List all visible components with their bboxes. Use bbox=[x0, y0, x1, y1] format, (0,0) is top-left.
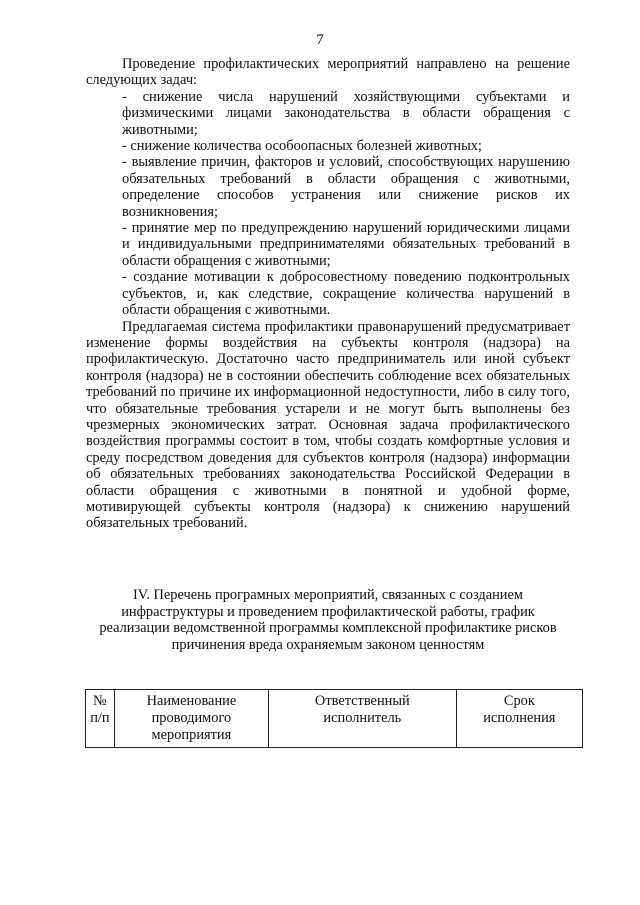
programme-table bbox=[85, 689, 583, 748]
header-line: мероприятия bbox=[151, 727, 232, 743]
header-cell-responsible bbox=[268, 690, 456, 748]
header-line: Наименование bbox=[146, 693, 237, 709]
section-heading-line: причинения вреда охраняемым законом ценностям bbox=[171, 636, 485, 653]
header-cell-term bbox=[456, 690, 582, 748]
task-item: - принятие мер по предупреждению нарушений юридическими лицами и индивидуальными предпринимателями обязательных требований в области обращения с животными; bbox=[122, 220, 570, 269]
header-line: Срок bbox=[503, 693, 535, 709]
section-heading-line: IV. Перечень програмных мероприятий, связанных с созданием bbox=[133, 587, 523, 603]
task-item: - снижение количества особоопасных болезней животных; bbox=[122, 138, 482, 155]
intro-paragraph: Проведение профилактических мероприятий направлено на решение следующих задач: bbox=[86, 56, 570, 89]
header-cell-number bbox=[86, 690, 115, 748]
header-line: п/п bbox=[90, 710, 110, 726]
header-line: исполнения bbox=[483, 710, 556, 726]
body-paragraph: Предлагаемая система профилактики правонарушений предусматривает изменение формы воздействия на субъекты контроля (надзора) на профилактическую. Достаточно часто предприниматель или иной субъект контроля (надзора) не в состоянии обеспечить соблюдение всех обязательных требований по причине их информационной недоступности, либо в силу того, что обязательные требования устарели и не могут быть выполнены без чрезмерных экономических затрат. Основная задача профилактического воздействия программы состоит в том, чтобы создать комфортные условия и среду посредством доведения для субъектов контроля (надзора) информации об обязательных требованиях законодательства Российской Федерации в области обращения с животными в понятной и удобной форме, мотивирующей субъекты контроля (надзора) к снижению нарушений обязательных требований. bbox=[86, 318, 570, 532]
header-line: проводимого bbox=[151, 710, 232, 726]
section-heading-line: инфраструктуры и проведением профилактической работы, график bbox=[121, 603, 535, 620]
page-number: 7 bbox=[316, 32, 324, 48]
table-header-row bbox=[86, 690, 583, 748]
task-item: - снижение числа нарушений хозяйствующими субъектами и физмическими лицами законодательства в области обращения с животными; bbox=[122, 88, 570, 138]
task-item: - создание мотивации к добросовестному поведению подконтрольных субъектов, и, как следствие, сокращение количества нарушений в области обращения с животными. bbox=[122, 269, 570, 319]
section-heading bbox=[86, 587, 570, 653]
task-item: - выявление причин, факторов и условий, способствующих нарушению обязательных требований в области обращения с животными, определение способов устранения или снижение рисков их возникновения; bbox=[122, 154, 570, 220]
header-line: Ответственный bbox=[314, 693, 410, 709]
header-line: № bbox=[93, 693, 107, 709]
section-heading-line: реализации ведомственной программы комплексной профилактике рисков bbox=[99, 620, 557, 637]
document-body bbox=[86, 56, 570, 532]
header-line: исполнитель bbox=[323, 710, 402, 726]
header-cell-name bbox=[114, 690, 268, 748]
